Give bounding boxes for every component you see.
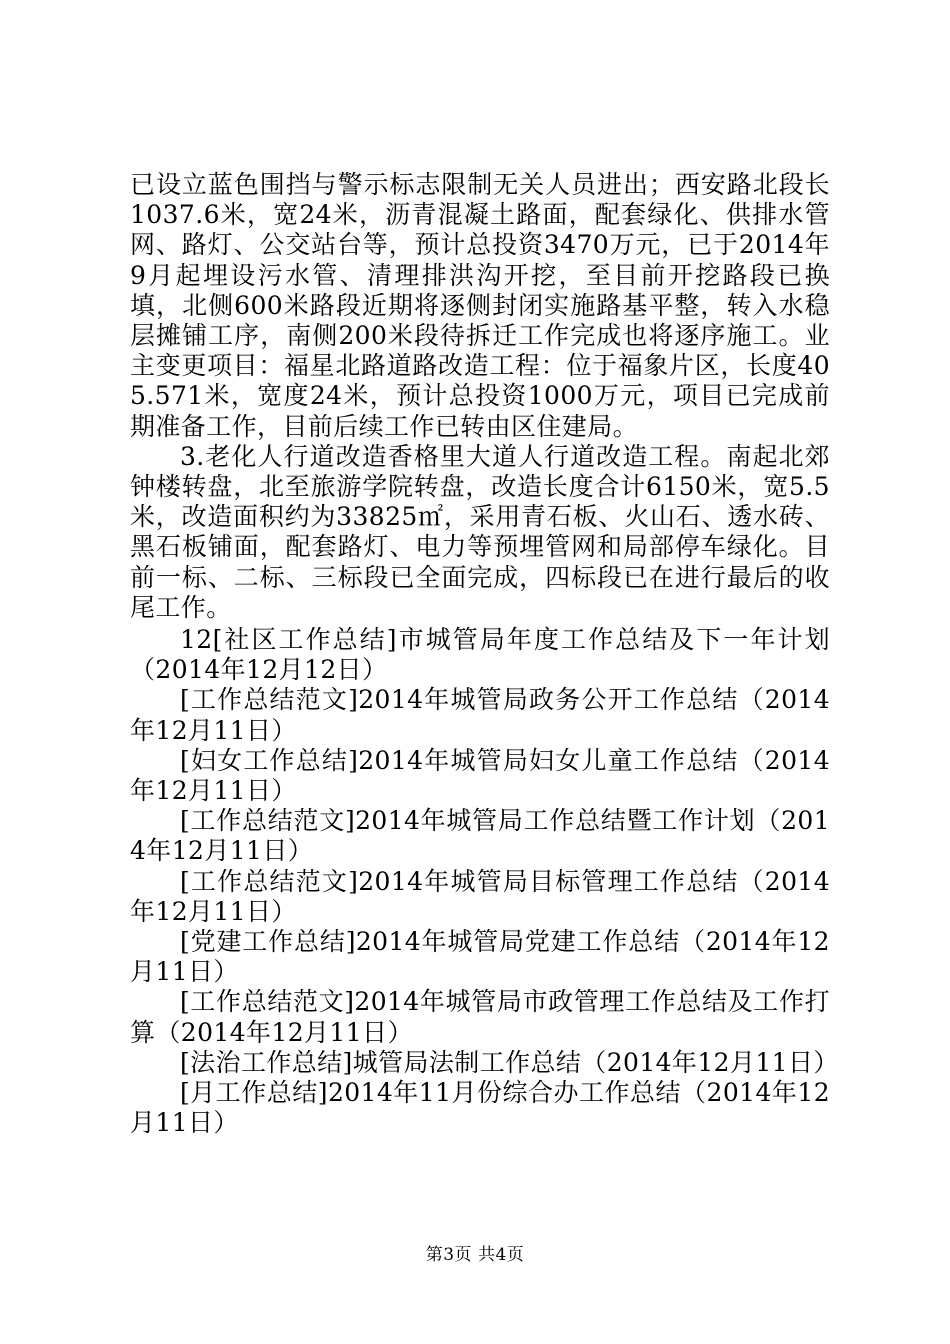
related-article-link[interactable]: [党建工作总结]2014年城管局党建工作总结（2014年12月11日） xyxy=(130,927,830,987)
related-article-link[interactable]: [月工作总结]2014年11月份综合办工作总结（2014年12月11日） xyxy=(130,1078,830,1138)
document-body xyxy=(130,170,839,1139)
related-article-link[interactable]: [工作总结范文]2014年城管局工作总结暨工作计划（2014年12月11日） xyxy=(130,806,830,866)
related-article-link[interactable]: [法治工作总结]城管局法制工作总结（2014年12月11日） xyxy=(180,1047,839,1077)
page-number-label: 第3页 共4页 xyxy=(425,1245,525,1265)
paragraph-road-projects: 已设立蓝色围挡与警示标志限制无关人员进出；西安路北段长1037.6米，宽24米，沥青混凝土路面，配套绿化、供排水管网、路灯、公交站台等，预计总投资3470万元，已于2014年9月起埋设污水管、清理排洪沟开挖，至目前开挖路段已换填，北侧600米路段近期将逐侧封闭实施路基平整，转入水稳层摊铺工序，南侧200米段待拆迁工作完成也将逐序施工。业主变更项目：福星北路道路改造工程：位于福象片区，长度405.571米，宽度24米，预计总投资1000万元，项目已完成前期准备工作，目前后续工作已转由区住建局。 xyxy=(130,170,830,441)
related-article-link[interactable]: [工作总结范文]2014年城管局政务公开工作总结（2014年12月11日） xyxy=(130,685,830,745)
related-article-link[interactable]: [工作总结范文]2014年城管局市政管理工作总结及工作打算（2014年12月11日） xyxy=(130,987,830,1047)
related-articles-list xyxy=(130,625,839,1138)
related-article-link[interactable]: 12[社区工作总结]市城管局年度工作总结及下一年计划（2014年12月12日） xyxy=(130,625,830,685)
related-article-link[interactable]: [妇女工作总结]2014年城管局妇女儿童工作总结（2014年12月11日） xyxy=(130,745,830,806)
related-article-link[interactable]: [工作总结范文]2014年城管局目标管理工作总结（2014年12月11日） xyxy=(130,866,830,926)
paragraph-sidewalk-renovation: 3.老化人行道改造香格里大道人行道改造工程。南起北郊钟楼转盘，北至旅游学院转盘，改造长度合计6150米，宽5.5米，改造面积约为33825㎡，采用青石板、火山石、透水砖、黑石板铺面，配套路灯、电力等预埋管网和局部停车绿化。目前一标、二标、三标段已全面完成，四标段已在进行最后的收尾工作。 xyxy=(130,441,830,622)
page-footer xyxy=(0,1245,950,1265)
